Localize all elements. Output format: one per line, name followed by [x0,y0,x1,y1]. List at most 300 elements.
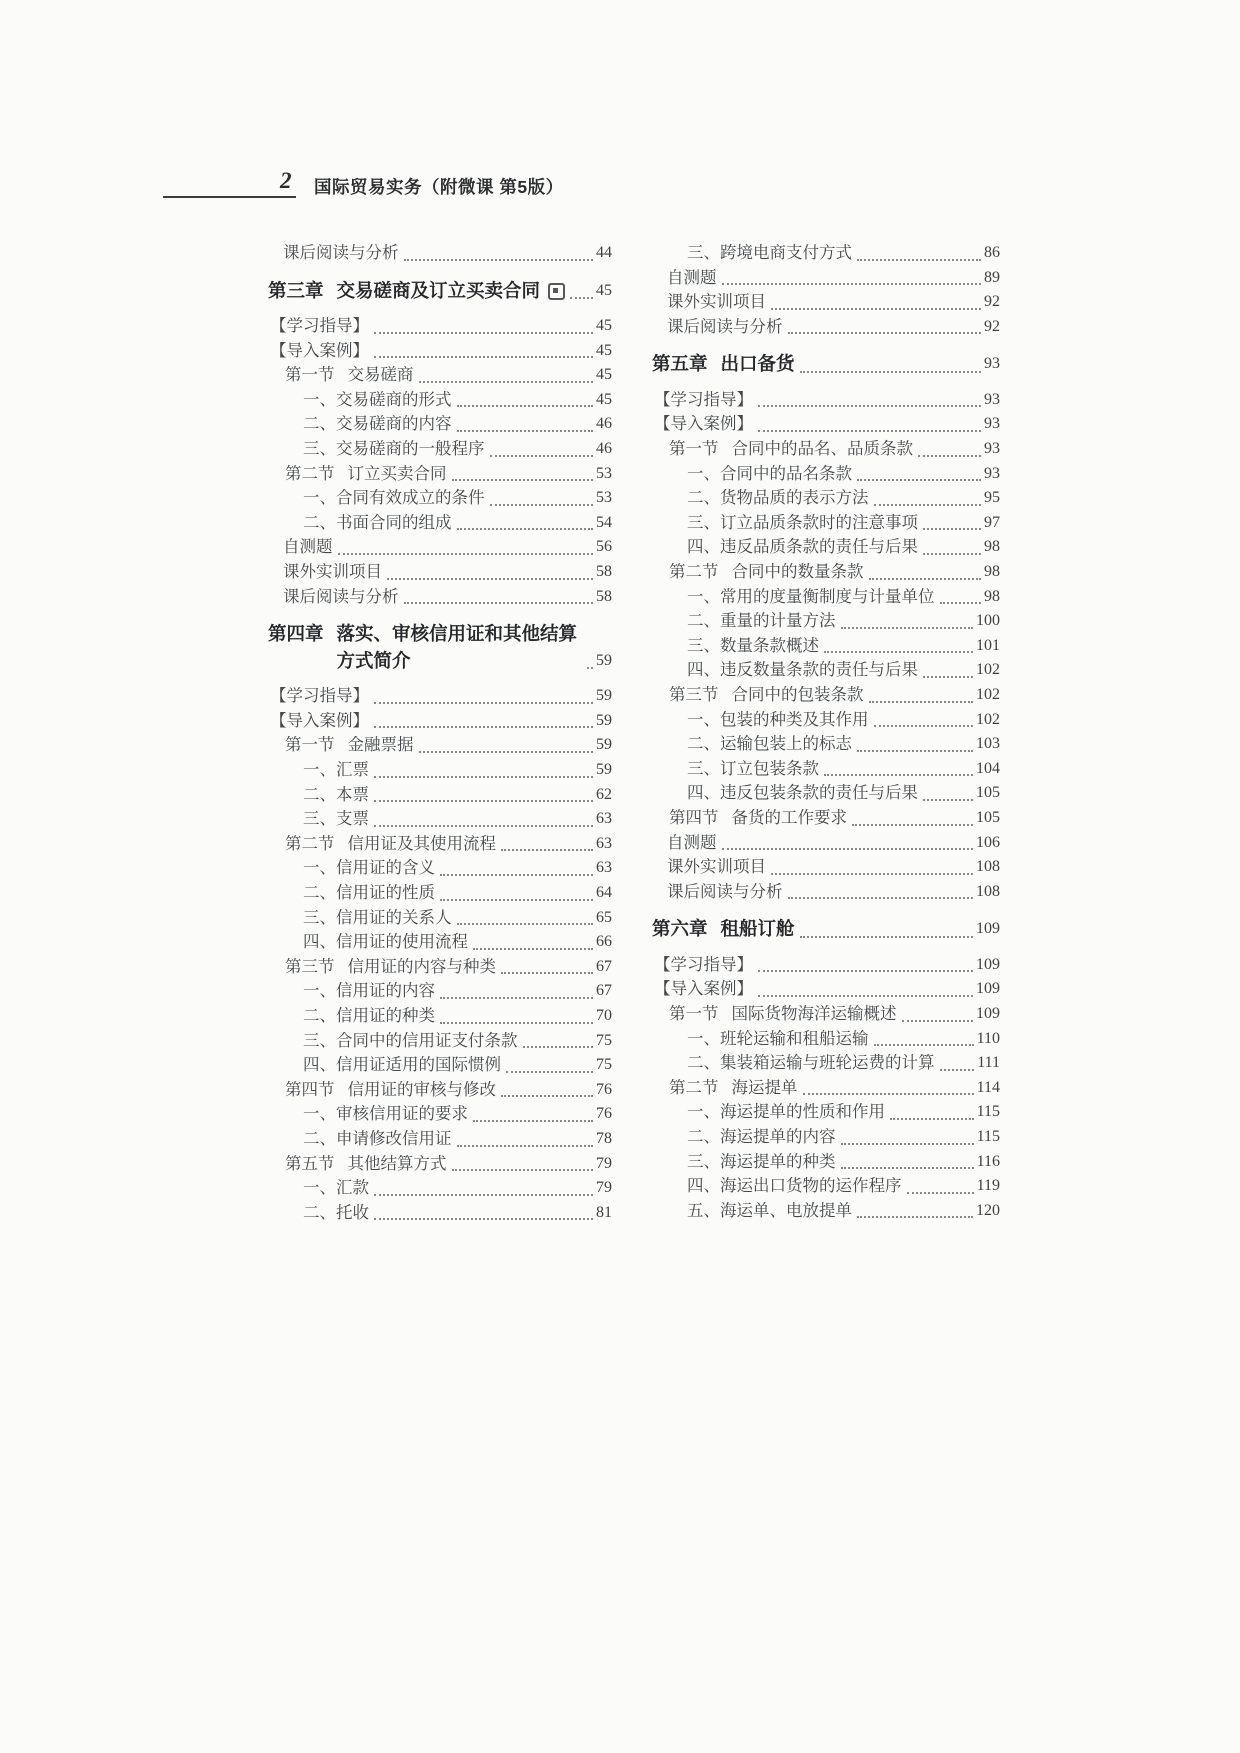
entry-page: 45 [596,281,612,299]
toc-entry [652,781,1000,806]
entry-page: 63 [596,810,612,828]
dot-leader [890,1118,974,1120]
dot-leader [457,405,594,407]
entry-label: 第二节 [285,463,335,483]
entry-title: 自测题 [667,267,717,287]
dot-leader [506,1071,593,1073]
dot-leader [874,1044,974,1046]
toc-entry [652,241,1000,266]
toc-entry [268,709,612,734]
entry-page: 108 [976,882,1000,900]
entry-title: 三、订立品质条款时的注意事项 [687,512,918,532]
dot-leader [490,455,594,457]
dot-leader [473,1120,593,1122]
entry-label: 第四节 [669,807,719,827]
toc-entry [652,1100,1000,1125]
entry-title: 一、常用的度量衡制度与计量单位 [687,586,935,606]
entry-title: 【导入案例】 [270,340,369,360]
dot-leader [473,948,593,950]
entry-title: 四、违反包装条款的责任与后果 [687,783,918,803]
entry-page: 79 [596,1179,612,1197]
entry-page: 64 [596,883,612,901]
entry-label: 第二节 [669,562,719,582]
toc-entry [652,880,1000,905]
entry-page: 109 [976,955,1000,973]
entry-page: 92 [984,293,1000,311]
entry-page: 93 [984,355,1000,373]
dot-leader [374,356,593,358]
entry-page: 45 [596,341,612,359]
entry-page: 98 [984,587,1000,605]
toc-entry [652,315,1000,340]
entry-page: 110 [976,1029,1000,1047]
entry-title: 二、运输包装上的标志 [687,734,852,754]
dot-leader [440,997,593,999]
entry-page: 67 [596,957,612,975]
entry-page: 101 [976,636,1000,654]
entry-page: 89 [984,268,1000,286]
entry-title: 备货的工作要求 [731,807,847,827]
toc-column-right [652,241,1000,1223]
entry-page: 53 [596,489,612,507]
entry-title: 【学习指导】 [654,954,753,974]
entry-title: 海运提单 [731,1077,798,1097]
toc-entry [268,535,612,560]
entry-title: 一、合同有效成立的条件 [303,488,485,508]
dot-leader [940,1069,975,1071]
entry-title: 四、信用证的使用流程 [303,932,468,952]
entry-page: 109 [976,1005,1000,1023]
entry-title: 四、信用证适用的国际惯例 [303,1055,501,1075]
entry-title: 出口备货 [720,353,795,375]
toc-entry [652,412,1000,437]
toc-entry [652,266,1000,291]
dot-leader [523,1046,594,1048]
entry-title: 二、本票 [303,784,369,804]
toc-entry [268,906,612,931]
entry-title: 【学习指导】 [270,316,369,336]
entry-title: 二、交易磋商的内容 [303,414,452,434]
dot-leader [923,553,981,555]
entry-page: 76 [596,1105,612,1123]
toc-entry [652,1076,1000,1101]
toc-entry [652,953,1000,978]
entry-title: 二、信用证的性质 [303,882,435,902]
entry-page: 46 [596,415,612,433]
entry-page: 59 [596,711,612,729]
toc-entry [652,535,1000,560]
entry-title: 落实、审核信用证和其他结算方式简介 [336,623,578,671]
toc-entry [652,560,1000,585]
entry-title: 一、信用证的内容 [303,981,435,1001]
entry-title: 合同中的品名、品质条款 [731,439,913,459]
toc-entry [268,1029,612,1054]
entry-title: 三、合同中的信用证支付条款 [303,1030,518,1050]
dot-leader [803,1093,974,1095]
dot-leader [374,702,593,704]
entry-title: 一、包装的种类及其作用 [687,709,869,729]
entry-page: 78 [596,1129,612,1147]
toc-entry [652,511,1000,536]
entry-title: 信用证的内容与种类 [347,956,496,976]
entry-title: 租船订舱 [720,918,795,940]
toc-entry [268,462,612,487]
entry-page: 66 [596,933,612,951]
entry-page: 56 [596,538,612,556]
entry-label: 第五章 [652,353,708,375]
header-book-title: 国际贸易实务（附微课 第5版） [314,177,564,197]
entry-page: 92 [984,317,1000,335]
entry-title: 二、托收 [303,1202,369,1222]
dot-leader [374,776,593,778]
entry-page: 79 [596,1154,612,1172]
header-page-number: 2 [280,168,292,193]
toc-entry [268,1201,612,1226]
entry-page: 58 [596,563,612,581]
dot-leader [758,970,973,972]
entry-label: 第三节 [669,685,719,704]
entry-title: 一、汇款 [303,1178,369,1198]
entry-page: 105 [976,784,1000,802]
toc-entry [268,278,612,305]
toc-entry [652,609,1000,634]
toc-entry [268,758,612,783]
header-rule [163,196,296,198]
toc-entry [652,855,1000,880]
entry-title: 五、海运单、电放提单 [687,1200,852,1220]
dot-leader [857,479,981,481]
toc-entry [652,977,1000,1002]
microcourse-icon [548,283,565,300]
dot-leader [374,1194,593,1196]
toc-entry [652,585,1000,610]
dot-leader [419,751,594,753]
toc-entry [652,683,1000,708]
entry-label: 第一节 [669,439,719,459]
entry-page: 70 [596,1006,612,1024]
entry-page: 75 [596,1056,612,1074]
toc-entry [652,1199,1000,1224]
toc-entry [652,1002,1000,1027]
dot-leader [440,1022,593,1024]
entry-page: 103 [976,735,1000,753]
entry-page: 93 [984,415,1000,433]
toc-entry [268,560,612,585]
entry-title: 【导入案例】 [654,414,753,434]
entry-page: 59 [596,761,612,778]
entry-title: 课后阅读与分析 [667,316,783,336]
entry-title: 二、集装箱运输与班轮运费的计算 [687,1053,935,1073]
toc-entry [268,437,612,462]
toc-entry [268,1176,612,1201]
entry-title: 三、支票 [303,809,369,829]
toc-entry [268,979,612,1004]
entry-title: 合同中的数量条款 [731,562,864,582]
dot-leader [374,332,593,334]
toc-entry [652,757,1000,782]
toc-columns [268,241,1000,1225]
entry-label: 第三章 [268,279,324,301]
toc-entry [652,1174,1000,1199]
entry-title: 【导入案例】 [654,979,753,999]
dot-leader [387,578,593,580]
entry-page: 65 [596,908,612,926]
dot-leader [800,371,981,373]
entry-title: 一、汇票 [303,760,369,779]
entry-page: 93 [984,390,1000,408]
dot-leader [374,726,593,728]
toc-entry [268,1152,612,1177]
toc-entry [268,486,612,511]
entry-title: 自测题 [667,832,717,852]
entry-page: 120 [976,1201,1000,1219]
dot-leader [570,297,593,299]
entry-title: 二、信用证的种类 [303,1005,435,1025]
dot-leader [501,849,593,851]
entry-page: 98 [984,563,1000,581]
toc-entry [268,388,612,413]
entry-title: 一、海运提单的性质和作用 [687,1102,885,1122]
dot-leader [452,479,594,481]
entry-title: 一、信用证的含义 [303,858,435,878]
dot-leader [874,504,982,506]
toc-entry [268,363,612,388]
entry-page: 67 [596,982,612,1000]
entry-page: 100 [976,612,1000,630]
dot-leader [501,972,593,974]
entry-page: 111 [977,1054,1000,1072]
entry-page: 46 [596,440,612,458]
dot-leader [374,1218,593,1220]
entry-page: 109 [976,920,1000,938]
toc-entry [652,708,1000,733]
entry-page: 93 [984,464,1000,482]
entry-title: 四、违反数量条款的责任与后果 [687,660,918,680]
entry-page: 114 [976,1078,1000,1096]
dot-leader [457,430,594,432]
dot-leader [758,405,981,407]
toc-entry [268,511,612,536]
entry-page: 59 [596,687,612,705]
entry-title: 课后阅读与分析 [283,243,399,262]
dot-leader [923,528,981,530]
dot-leader [452,1169,594,1171]
toc-entry [652,290,1000,315]
dot-leader [918,455,981,457]
entry-label: 第四节 [285,1079,335,1099]
dot-leader [907,1192,974,1194]
dot-leader [440,899,593,901]
entry-title: 【导入案例】 [270,710,369,730]
entry-page: 45 [596,317,612,335]
toc-entry [652,658,1000,683]
entry-title: 自测题 [283,537,333,557]
entry-page: 93 [984,440,1000,458]
dot-leader [857,1216,973,1218]
entry-title: 一、合同中的品名条款 [687,463,852,483]
entry-page: 98 [984,538,1000,556]
toc-entry [268,314,612,339]
dot-leader [841,1143,974,1145]
entry-label: 第二节 [669,1077,719,1097]
entry-label: 第一节 [285,365,335,385]
entry-label: 第五节 [285,1153,335,1173]
entry-page: 75 [596,1031,612,1049]
dot-leader [338,553,594,555]
entry-title: 二、重量的计量方法 [687,611,836,631]
entry-title: 合同中的包装条款 [731,685,864,704]
entry-title: 信用证及其使用流程 [347,833,496,853]
entry-title: 课外实训项目 [283,562,382,582]
toc-entry [268,621,612,674]
entry-title: 课后阅读与分析 [667,881,783,901]
entry-page: 45 [596,390,612,408]
entry-page: 62 [596,785,612,803]
toc-entry [268,807,612,832]
entry-label: 第一节 [669,1004,719,1024]
toc-entry [268,1127,612,1152]
entry-page: 116 [976,1152,1000,1170]
entry-title: 课外实训项目 [667,857,766,877]
dot-leader [902,1020,974,1022]
dot-leader [869,701,974,703]
toc-entry [652,1125,1000,1150]
dot-leader [800,936,973,938]
dot-leader [457,528,594,530]
dot-leader [374,800,593,802]
dot-leader [824,774,973,776]
dot-leader [869,578,982,580]
entry-title: 二、货物品质的表示方法 [687,488,869,508]
entry-page: 102 [976,686,1000,703]
toc-entry [268,1102,612,1127]
toc-entry [652,1051,1000,1076]
entry-title: 金融票据 [347,735,414,755]
entry-label: 第六章 [652,918,708,940]
entry-title: 四、海运出口货物的运作程序 [687,1176,902,1196]
dot-leader [722,283,982,285]
entry-title: 信用证的审核与修改 [347,1079,496,1099]
entry-title: 【学习指导】 [654,389,753,409]
entry-page: 97 [984,513,1000,531]
dot-leader [771,308,981,310]
dot-leader [788,897,974,899]
toc-entry [268,1004,612,1029]
dot-leader [841,1167,974,1169]
dot-leader [501,1095,593,1097]
entry-page: 106 [976,833,1000,851]
toc-entry [652,806,1000,831]
entry-page: 102 [976,661,1000,679]
entry-title: 三、交易磋商的一般程序 [303,439,485,459]
entry-title: 订立买卖合同 [347,463,447,483]
entry-page: 105 [976,808,1000,826]
dot-leader [824,651,973,653]
entry-page: 81 [596,1203,612,1221]
entry-label: 第二节 [285,833,335,853]
entry-page: 102 [976,710,1000,728]
toc-entry [268,733,612,758]
toc-entry [268,856,612,881]
entry-title: 二、书面合同的组成 [303,512,452,532]
entry-page: 115 [976,1103,1000,1121]
toc-entry [268,1078,612,1103]
entry-title: 三、信用证的关系人 [303,907,452,927]
entry-page: 59 [596,651,612,669]
dot-leader [923,799,973,801]
toc-entry [268,241,612,266]
dot-leader [923,676,973,678]
toc-entry [268,585,612,610]
entry-title: 四、违反品质条款的责任与后果 [687,537,918,557]
entry-page: 63 [596,859,612,877]
entry-page: 108 [976,858,1000,876]
toc-entry [652,351,1000,378]
entry-page: 95 [984,489,1000,507]
entry-title: 二、申请修改信用证 [303,1128,452,1148]
toc-entry [652,388,1000,413]
entry-title: 三、数量条款概述 [687,635,819,655]
entry-title: 课外实训项目 [667,292,766,312]
entry-page: 63 [596,834,612,852]
entry-page: 104 [976,759,1000,777]
toc-entry [268,832,612,857]
entry-page: 109 [976,980,1000,998]
toc-entry [652,437,1000,462]
dot-leader [874,725,974,727]
entry-page: 53 [596,464,612,482]
dot-leader [852,824,973,826]
dot-leader [758,995,973,997]
entry-label: 第一节 [285,735,335,755]
entry-page: 115 [976,1128,1000,1145]
toc-entry [268,783,612,808]
toc-entry [652,732,1000,757]
dot-leader [374,825,593,827]
entry-title: 交易磋商及订立买卖合同 [336,279,541,301]
entry-title: 【学习指导】 [270,686,369,706]
dot-leader [457,923,594,925]
entry-title: 一、交易磋商的形式 [303,389,452,409]
toc-entry [652,486,1000,511]
entry-label: 第三节 [285,956,335,976]
entry-title: 其他结算方式 [347,1153,447,1173]
toc-entry [268,955,612,980]
entry-title: 课后阅读与分析 [283,586,399,606]
toc-entry [652,634,1000,659]
dot-leader [758,430,981,432]
dot-leader [404,602,594,604]
entry-title: 一、审核信用证的要求 [303,1104,468,1124]
dot-leader [457,1145,594,1147]
dot-leader [857,259,981,261]
dot-leader [857,750,973,752]
toc-entry [268,684,612,709]
toc-entry [652,1150,1000,1175]
entry-label: 第四章 [268,623,324,645]
toc-entry [268,1053,612,1078]
toc-entry [652,831,1000,856]
toc-entry [652,462,1000,487]
entry-title: 二、海运提单的内容 [687,1127,836,1146]
entry-page: 59 [596,736,612,754]
dot-leader [404,259,594,261]
entry-page: 86 [984,244,1000,261]
entry-title: 三、海运提单的种类 [687,1151,836,1171]
toc-entry [268,930,612,955]
toc-entry [268,881,612,906]
entry-page: 44 [596,244,612,261]
